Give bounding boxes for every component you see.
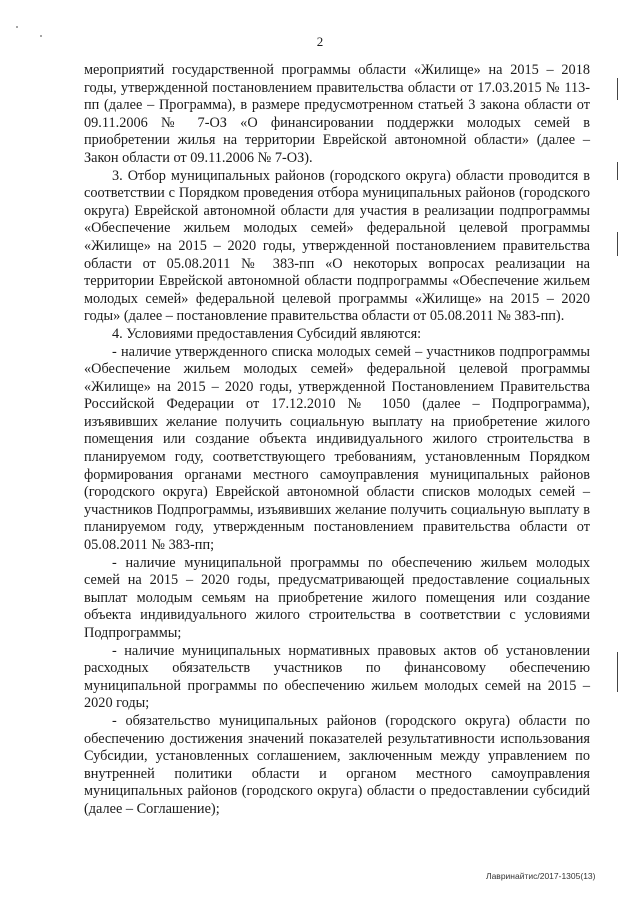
scan-speck	[16, 26, 18, 28]
footer-code: Лавринайтис/2017-1305(13)	[486, 871, 596, 881]
paragraph-program-reference: мероприятий государственной программы области «Жилище» на 2015 – 2018 годы, утвержденной постановлением правительства области от 17.03.2015 № 113-пп (далее – Программа), в размере предусмотренном статьей 3 закона области от 09.11.2006 № 7-ОЗ «О финансировании поддержки молодых семей в приобретении жилья на территории Еврейской автономной области» (далее – Закон области от 09.11.2006 № 7-ОЗ).	[84, 62, 590, 166]
page-number: 2	[316, 34, 324, 49]
scan-speck	[40, 35, 42, 37]
paragraph-condition-acts: - наличие муниципальных нормативных правовых актов об установлении расходных обязательств участников по финансовому обеспечению муниципальной программы по обеспечению жильем молодых семей на 2015 – 2020 годы;	[84, 642, 590, 712]
paragraph-condition-program: - наличие муниципальной программы по обеспечению жильем молодых семей на 2015 – 2020 годы, предусматривающей предоставление социальных выплат молодым семьям на приобретение жилого помещения или создание объекта индивидуального жилого строительства в соответствии с условиями Подпрограммы;	[84, 554, 590, 641]
scan-edge-mark	[617, 652, 618, 692]
paragraph-conditions-heading: 4. Условиями предоставления Субсидий являются:	[112, 325, 422, 342]
paragraph-selection: 3. Отбор муниципальных районов (городского округа) области проводится в соответствии с Порядком проведения отбора муниципальных районов (городского округа) Еврейской автономной области для участия в реализации подпрограммы «Обеспечение жильем молодых семей» федеральной целевой программы «Жилище» на 2015 – 2020 годы, утвержденной постановлением правительства области от 05.08.2011 № 383-пп «О некоторых вопросах реализации на территории Еврейской автономной области подпрограммы «Обеспечение жильем молодых семей» федеральной целевой программы «Жилище» на 2015 – 2020 годы» (далее – постановление правительства области от 05.08.2011 № 383-пп).	[84, 167, 590, 325]
paragraph-condition-list: - наличие утвержденного списка молодых семей – участников подпрограммы «Обеспечение жильем молодых семей» федеральной целевой программы «Жилище» на 2015 – 2020 годы, утвержденной Постановлением Правительства Российской Федерации от 17.12.2010 № 1050 (далее – Подпрограмма), изъявивших желание получить социальную выплату на приобретение жилого помещения или создание объекта индивидуального жилого строительства в планируемом году, соответствующего требованиям, установленным Порядком формирования органами местного самоуправления муниципальных районов (городского округа) Еврейской автономной области списков молодых семей – участников Подпрограммы, изъявивших желание получить социальную выплату в планируемом году, утвержденным постановлением правительства области от 05.08.2011 № 383-пп;	[84, 343, 590, 554]
scan-edge-mark	[617, 232, 618, 256]
scan-edge-mark	[617, 78, 618, 100]
scan-edge-mark	[617, 162, 618, 180]
paragraph-condition-obligation: - обязательство муниципальных районов (городского округа) области по обеспечению достижения значений показателей результативности использования Субсидии, установленных соглашением, заключенным между управлением по внутренней политики области и органом местного самоуправления муниципальных районов (городского округа) области о предоставлении субсидий (далее – Соглашение);	[84, 712, 590, 817]
document-body	[84, 62, 590, 819]
